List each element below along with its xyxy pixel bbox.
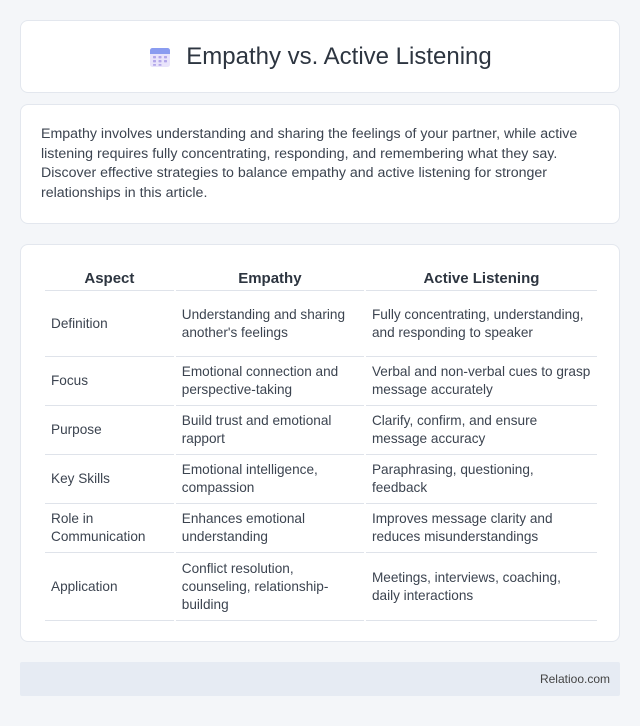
page-title: Empathy vs. Active Listening bbox=[186, 42, 492, 70]
column-header: Aspect bbox=[45, 265, 174, 291]
table-cell: Improves message clarity and reduces misunderstandings bbox=[366, 504, 597, 553]
table-row bbox=[45, 291, 597, 357]
comparison-table bbox=[43, 265, 599, 621]
table-cell: Verbal and non-verbal cues to grasp message accurately bbox=[366, 357, 597, 406]
table-row bbox=[45, 406, 597, 455]
table-row bbox=[45, 504, 597, 553]
table-cell: Meetings, interviews, coaching, daily interactions bbox=[366, 553, 597, 621]
calendar-icon bbox=[148, 45, 172, 69]
footer-brand[interactable]: Relatioo.com bbox=[539, 672, 610, 686]
column-header: Active Listening bbox=[366, 265, 597, 291]
title-card bbox=[20, 20, 620, 93]
column-header: Empathy bbox=[176, 265, 364, 291]
comparison-card bbox=[20, 244, 620, 642]
table-cell: Role in Communication bbox=[45, 504, 174, 553]
table-cell: Focus bbox=[45, 357, 174, 406]
table-row bbox=[45, 357, 597, 406]
table-cell: Definition bbox=[45, 291, 174, 357]
table-cell: Emotional connection and perspective-taking bbox=[176, 357, 364, 406]
table-cell: Key Skills bbox=[45, 455, 174, 504]
table-cell: Enhances emotional understanding bbox=[176, 504, 364, 553]
table-header-row bbox=[45, 265, 597, 291]
table-row bbox=[45, 553, 597, 621]
table-row bbox=[45, 455, 597, 504]
table-cell: Understanding and sharing another's feelings bbox=[176, 291, 364, 357]
table-cell: Clarify, confirm, and ensure message accuracy bbox=[366, 406, 597, 455]
table-cell: Fully concentrating, understanding, and responding to speaker bbox=[366, 291, 597, 357]
table-cell: Build trust and emotional rapport bbox=[176, 406, 364, 455]
footer bbox=[20, 662, 620, 696]
table-cell: Paraphrasing, questioning, feedback bbox=[366, 455, 597, 504]
table-cell: Purpose bbox=[45, 406, 174, 455]
table-cell: Application bbox=[45, 553, 174, 621]
table-cell: Conflict resolution, counseling, relationship-building bbox=[176, 553, 364, 621]
intro-card bbox=[20, 104, 620, 224]
table-cell: Emotional intelligence, compassion bbox=[176, 455, 364, 504]
intro-text: Empathy involves understanding and sharing the feelings of your partner, while active listening requires fully concentrating, responding, and remembering what they say. Discover effective strategies to balance empathy and active listening for stronger relationships in this article. bbox=[41, 126, 578, 201]
